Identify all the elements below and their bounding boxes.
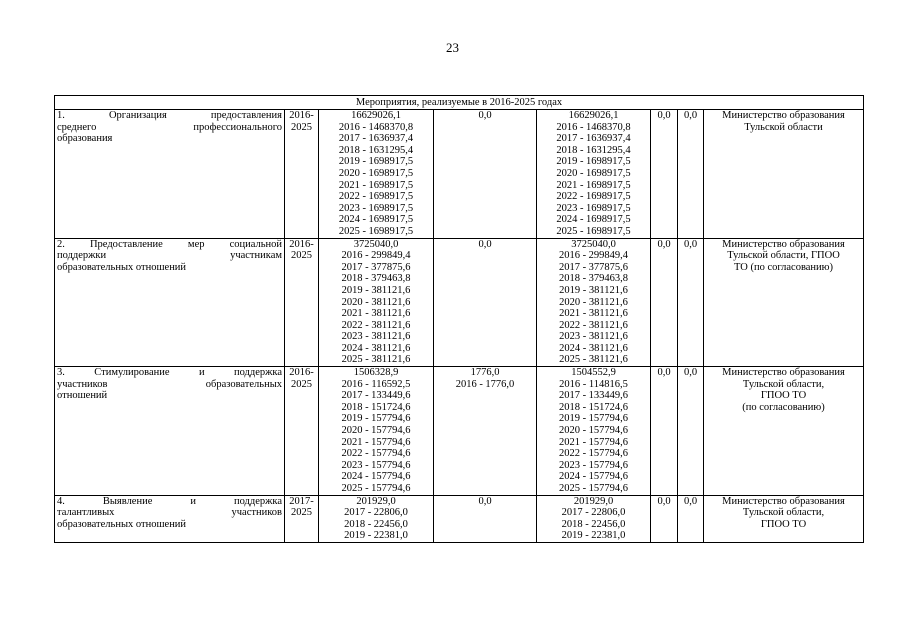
- measure-period: [285, 238, 319, 367]
- funding-total: [319, 367, 434, 496]
- funding-federal: [434, 238, 537, 367]
- measures-table: [54, 95, 864, 543]
- funding-federal: [434, 110, 537, 239]
- funding-total-line: 2025 - 157794,6: [341, 483, 411, 494]
- funding-total: [319, 110, 434, 239]
- measure-period-line: 2025: [291, 507, 312, 519]
- measure-name-line: участников образовательных: [57, 378, 282, 390]
- funding-total-line: 2018 - 22456,0: [344, 518, 408, 530]
- measure-period: [285, 367, 319, 496]
- funding-total-line: 2021 - 157794,6: [341, 436, 411, 448]
- funding-regional-line: 2016 - 114816,5: [559, 378, 628, 390]
- funding-federal-line: 0,0: [478, 238, 492, 250]
- funding-total-line: 2020 - 157794,6: [341, 425, 411, 437]
- funding-other: 0,0: [678, 238, 704, 367]
- funding-other: 0,0: [678, 495, 704, 542]
- funding-federal-line: 0,0: [478, 495, 492, 507]
- funding-regional-line: 2023 - 157794,6: [558, 459, 629, 471]
- measure-name: [55, 110, 285, 239]
- funding-regional-line: 2021 - 381121,6: [559, 308, 628, 320]
- funding-total-line: 16629026,1: [351, 110, 401, 121]
- funding-total-line: 2017 - 133449,6: [341, 390, 411, 402]
- section-header-row: [55, 96, 864, 110]
- funding-regional-line: 2024 - 157794,6: [558, 471, 629, 483]
- measure-period-line: 2025: [291, 378, 312, 390]
- responsible-org-line: Министерство образования: [722, 238, 845, 250]
- funding-total-line: 2022 - 1698917,5: [338, 191, 414, 203]
- responsible-org-line: Министерство образования: [722, 110, 845, 121]
- funding-regional-line: 2019 - 157794,6: [558, 413, 629, 425]
- funding-total-line: 2023 - 157794,6: [341, 459, 411, 471]
- funding-total-line: 2025 - 381121,6: [341, 354, 411, 366]
- measure-name: [55, 367, 285, 496]
- funding-regional-line: 16629026,1: [568, 110, 619, 121]
- funding-regional-line: 2024 - 1698917,5: [556, 214, 631, 226]
- funding-total-line: 2017 - 377875,6: [341, 261, 411, 273]
- responsible-org: [704, 495, 864, 542]
- funding-regional-line: 2020 - 1698917,5: [556, 167, 631, 179]
- table-row: [55, 110, 864, 239]
- funding-regional-line: 2025 - 157794,6: [558, 483, 629, 494]
- funding-regional-line: 2019 - 1698917,5: [556, 156, 631, 168]
- funding-regional-line: 2018 - 22456,0: [561, 518, 626, 530]
- funding-regional-line: 2022 - 1698917,5: [556, 191, 631, 203]
- funding-regional-line: 2017 - 1636937,4: [556, 133, 631, 145]
- funding-total-line: 1506328,9: [353, 367, 399, 379]
- table-row: [55, 367, 864, 496]
- funding-regional-line: 2017 - 22806,0: [561, 507, 626, 519]
- funding-federal-line: 1776,0: [470, 367, 500, 379]
- responsible-org-line: Тульской области,: [742, 378, 825, 390]
- funding-total-line: 2020 - 381121,6: [341, 296, 411, 308]
- measure-period: [285, 110, 319, 239]
- funding-total-line: 2025 - 1698917,5: [338, 225, 414, 237]
- measure-name: [55, 238, 285, 367]
- responsible-org-line: Тульской области: [744, 121, 823, 133]
- responsible-org-line: Тульской области, ГПОО: [727, 250, 840, 262]
- funding-regional-line: 2016 - 1468370,8: [556, 121, 631, 133]
- funding-regional-line: 2019 - 22381,0: [561, 530, 626, 542]
- funding-total-line: 2018 - 151724,6: [341, 401, 411, 413]
- funding-regional-line: 2025 - 1698917,5: [556, 225, 631, 237]
- funding-total-line: 2022 - 157794,6: [341, 448, 411, 460]
- funding-regional-line: 2016 - 299849,4: [558, 250, 629, 262]
- responsible-org-line: Тульской области,: [742, 507, 825, 519]
- funding-total-line: 2021 - 381121,6: [341, 308, 411, 320]
- funding-regional-line: 2018 - 151724,6: [558, 401, 629, 413]
- responsible-org: [704, 110, 864, 239]
- funding-regional: [537, 367, 651, 496]
- page-number: 23: [446, 40, 459, 55]
- funding-total-line: 2019 - 22381,0: [344, 530, 408, 542]
- measure-name-line: поддержки участникам: [57, 250, 282, 262]
- responsible-org-line: (по согласованию): [742, 401, 825, 413]
- funding-regional-line: 2018 - 379463,8: [558, 273, 629, 285]
- funding-total-line: 2016 - 1468370,8: [338, 121, 414, 133]
- funding-total-line: 2016 - 116592,5: [341, 378, 411, 390]
- funding-regional-line: 2025 - 381121,6: [559, 354, 628, 366]
- funding-federal: [434, 367, 537, 496]
- funding-regional-line: 2021 - 157794,6: [558, 436, 629, 448]
- funding-total-line: 2024 - 1698917,5: [338, 214, 414, 226]
- responsible-org-line: ГПОО ТО: [760, 518, 807, 530]
- responsible-org: [704, 238, 864, 367]
- funding-total-line: 2019 - 1698917,5: [338, 156, 414, 168]
- funding-regional-line: 2019 - 381121,6: [559, 284, 628, 296]
- funding-other: 0,0: [678, 367, 704, 496]
- funding-regional: [537, 110, 651, 239]
- responsible-org-line: Министерство образования: [722, 495, 845, 507]
- funding-total-line: 2020 - 1698917,5: [338, 167, 414, 179]
- measure-name-line: образования: [57, 133, 113, 145]
- funding-municipal: 0,0: [651, 110, 678, 239]
- measure-name: [55, 495, 285, 542]
- funding-total-line: 2024 - 381121,6: [341, 342, 411, 354]
- funding-total-line: 2018 - 1631295,4: [338, 144, 414, 156]
- measure-name-line: 4. Выявление и поддержка: [57, 495, 282, 507]
- funding-federal-line: 2016 - 1776,0: [455, 378, 515, 390]
- responsible-org-line: ТО (по согласованию): [733, 261, 834, 273]
- table-row: [55, 238, 864, 367]
- funding-regional-line: 2017 - 377875,6: [558, 261, 629, 273]
- funding-regional-line: 2023 - 381121,6: [559, 331, 628, 343]
- funding-municipal: 0,0: [651, 495, 678, 542]
- funding-regional-line: 2020 - 381121,6: [559, 296, 628, 308]
- funding-total-line: 2021 - 1698917,5: [338, 179, 414, 191]
- responsible-org-line: Министерство образования: [722, 367, 845, 379]
- funding-regional: [537, 495, 651, 542]
- funding-federal-line: 0,0: [478, 110, 492, 121]
- funding-total-line: 2016 - 299849,4: [341, 250, 411, 262]
- funding-total: [319, 238, 434, 367]
- funding-total-line: 2023 - 1698917,5: [338, 202, 414, 214]
- measure-period-line: 2016-: [289, 110, 314, 121]
- funding-total-line: 2023 - 381121,6: [341, 331, 411, 343]
- measure-name-line: 2. Предоставление мер социальной: [57, 238, 282, 250]
- funding-total-line: 2018 - 379463,8: [341, 273, 411, 285]
- funding-regional-line: 2022 - 157794,6: [558, 448, 629, 460]
- funding-total-line: 2022 - 381121,6: [341, 319, 411, 331]
- funding-regional-line: 2022 - 381121,6: [559, 319, 628, 331]
- funding-other: 0,0: [678, 110, 704, 239]
- funding-total-line: 2017 - 22806,0: [344, 507, 408, 519]
- funding-total-line: 2019 - 381121,6: [341, 284, 411, 296]
- responsible-org-line: ГПОО ТО: [760, 390, 807, 402]
- responsible-org: [704, 367, 864, 496]
- funding-federal: [434, 495, 537, 542]
- funding-regional-line: 2018 - 1631295,4: [556, 144, 631, 156]
- measure-period-line: 2017-: [289, 495, 314, 507]
- funding-regional-line: 1504552,9: [571, 367, 616, 379]
- measure-name-line: образовательных отношений: [57, 261, 187, 273]
- section-title: Мероприятия, реализуемые в 2016-2025 годах: [55, 96, 864, 110]
- funding-regional: [537, 238, 651, 367]
- funding-municipal: 0,0: [651, 367, 678, 496]
- measure-period-line: 2025: [291, 121, 312, 133]
- measure-name-line: талантливых участников: [57, 507, 282, 519]
- funding-regional-line: 2017 - 133449,6: [558, 390, 629, 402]
- funding-municipal: 0,0: [651, 238, 678, 367]
- measure-name-line: среднего профессионального: [57, 121, 282, 133]
- funding-total-line: 2019 - 157794,6: [341, 413, 411, 425]
- measure-name-line: образовательных отношений: [57, 518, 187, 530]
- table-row: [55, 495, 864, 542]
- funding-regional-line: 201929,0: [573, 495, 614, 507]
- funding-regional-line: 2021 - 1698917,5: [556, 179, 631, 191]
- measure-name-line: 1. Организация предоставления: [57, 110, 282, 121]
- funding-total-line: 3725040,0: [353, 238, 399, 250]
- measure-name-line: отношений: [57, 390, 108, 402]
- funding-total: [319, 495, 434, 542]
- funding-regional-line: 2023 - 1698917,5: [556, 202, 631, 214]
- measure-period-line: 2025: [291, 250, 312, 262]
- funding-total-line: 2024 - 157794,6: [341, 471, 411, 483]
- funding-regional-line: 2024 - 381121,6: [559, 342, 628, 354]
- measure-name-line: 3. Стимулирование и поддержка: [57, 367, 282, 379]
- measure-period: [285, 495, 319, 542]
- funding-total-line: 201929,0: [356, 495, 396, 507]
- measure-period-line: 2016-: [289, 238, 314, 250]
- funding-regional-line: 2020 - 157794,6: [558, 425, 629, 437]
- measure-period-line: 2016-: [289, 367, 314, 379]
- funding-total-line: 2017 - 1636937,4: [338, 133, 414, 145]
- funding-regional-line: 3725040,0: [571, 238, 616, 250]
